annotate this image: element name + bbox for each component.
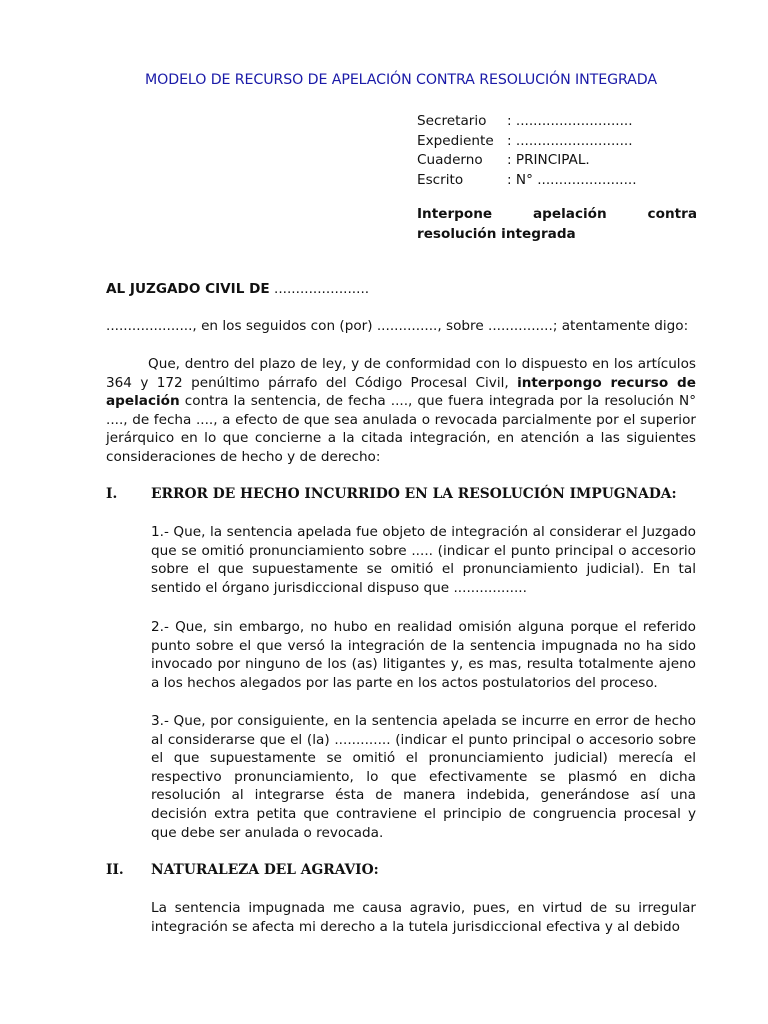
section-1-paragraph-2: 2.- Que, sin embargo, no hubo en realidad omisión alguna porque el referido punto sobre el que versó la integración de la sentencia impugnada no ha sido invocado por ninguno de los (as) litigantes y, es mas, resulta totalmente ajeno a los hechos alegados por las parte en los actos postulatorios del proceso.: [151, 619, 696, 691]
field-value: : PRINCIPAL.: [507, 152, 590, 168]
field-label: Expediente: [417, 132, 494, 149]
intro-line: ...................., en los seguidos con (por) .............., sobre ...............; atentamente digo:: [106, 318, 689, 334]
summary-word: contra: [647, 206, 697, 222]
summary-word: Interpone: [417, 206, 493, 222]
field-escrito: [417, 171, 707, 191]
opening-text-1: Que, dentro del plazo de ley, y de conformidad con lo dispuesto en los artículos 364 y 172 penúltimo párrafo del Código Procesal Civil,: [106, 356, 696, 391]
case-header-fields: [417, 112, 707, 190]
section-heading-2: [106, 862, 379, 878]
field-secretario: [417, 112, 707, 132]
summary-line-2: resolución integrada: [417, 226, 576, 242]
section-1-paragraph-1: 1.- Que, la sentencia apelada fue objeto de integración al considerar el Juzgado que se omitió pronunciamiento sobre ..... (indicar el punto principal o accesorio sobre el que supuestamente se omitió el pronunciamiento judicial). En tal sentido el órgano jurisdiccional dispuso que .................: [151, 524, 696, 596]
opening-bold-phrase: interpongo recurso de apelación: [106, 374, 696, 410]
section-heading-1: [106, 486, 677, 502]
section-title: ERROR DE HECHO INCURRIDO EN LA RESOLUCIÓN IMPUGNADA:: [151, 486, 677, 502]
section-number: I.: [106, 486, 118, 502]
field-cuaderno: [417, 151, 707, 171]
addressee-blank: ......................: [269, 281, 370, 297]
section-1-paragraph-3: 3.- Que, por consiguiente, en la sentencia apelada se incurre en error de hecho al considerarse que el (la) ............. (indicar el punto principal o accesorio sobre el que supuestamente se omitió el pronunciamiento judicial) merecía el respectivo pronunciamiento, lo que efectivamente se plasmó en dicha resolución al integrarse ésta de manera indebida, generándose así una decisión extra petita que contraviene el principio de congruencia procesal y que debe ser anulada o revocada.: [151, 713, 696, 841]
section-title: NATURALEZA DEL AGRAVIO:: [151, 862, 379, 878]
field-expediente: [417, 132, 707, 152]
section-number: II.: [106, 862, 124, 878]
field-label: Escrito: [417, 171, 464, 188]
opening-text-2: contra la sentencia, de fecha ...., que fuera integrada por la resolución N° ...., de fecha ...., a efecto de que sea anulada o revocada parcialmente por el superior jerárquico en lo que concierne a la citada integración, en atención a las siguientes consideraciones de hecho y de derecho:: [106, 393, 696, 465]
document-title: MODELO DE RECURSO DE APELACIÓN CONTRA RESOLUCIÓN INTEGRADA: [145, 72, 657, 88]
field-value: : ...........................: [507, 113, 633, 129]
field-label: Secretario: [417, 113, 487, 129]
section-2-paragraph-1: La sentencia impugnada me causa agravio, pues, en virtud de su irregular integración se afecta mi derecho a la tutela jurisdiccional efectiva y al debido: [151, 900, 696, 935]
addressee-label: AL JUZGADO CIVIL DE: [106, 281, 270, 297]
petition-summary: [417, 204, 697, 244]
field-value: : N° .......................: [507, 171, 637, 188]
opening-paragraph: [106, 355, 696, 467]
addressee: [106, 281, 369, 297]
field-value: : ...........................: [507, 132, 633, 149]
summary-word: apelación: [532, 206, 607, 222]
field-label: Cuaderno: [417, 152, 483, 168]
